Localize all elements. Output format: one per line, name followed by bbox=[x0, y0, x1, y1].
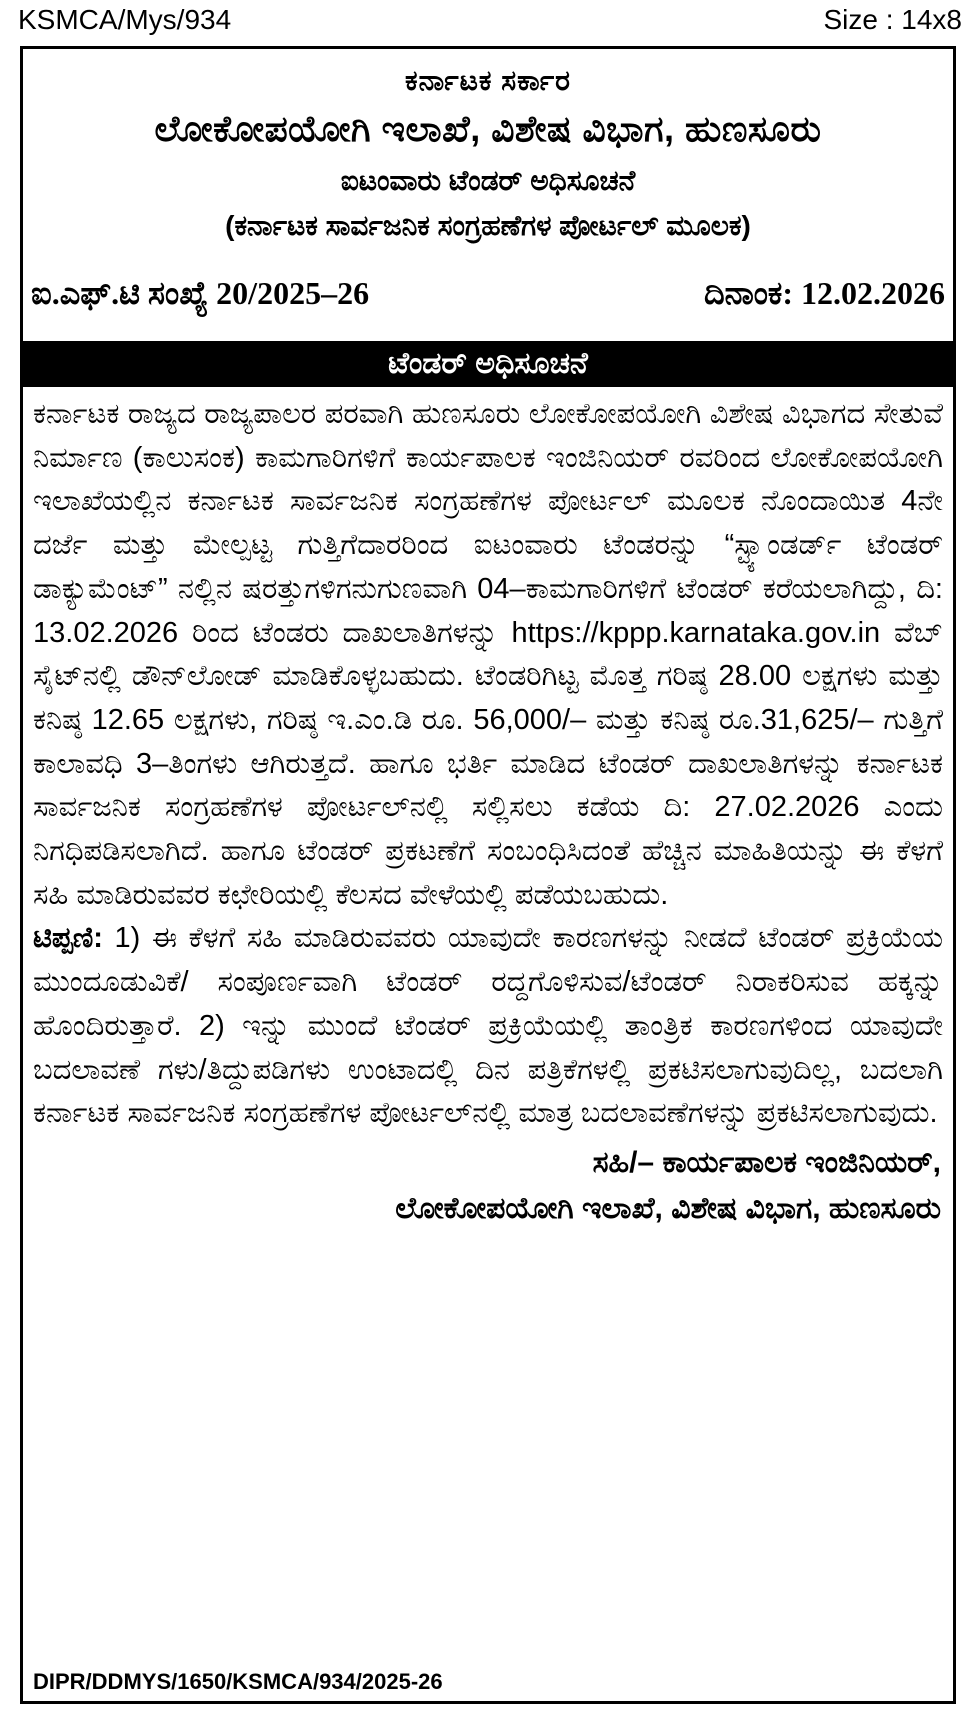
signature-block bbox=[23, 1140, 953, 1232]
signature-line-2: ಲೋಕೋಪಯೋಗಿ ಇಲಾಖೆ, ವಿಶೇಷ ವಿಭಾಗ, ಹುಣಸೂರು bbox=[395, 1191, 941, 1225]
department-title: ಲೋಕೋಪಯೋಗಿ ಇಲಾಖೆ, ವಿಶೇಷ ವಿಭಾಗ, ಹುಣಸೂರು bbox=[154, 108, 822, 149]
dipr-code: DIPR/DDMYS/1650/KSMCA/934/2025-26 bbox=[33, 1669, 443, 1694]
note-text: 1) ಈ ಕೆಳಗೆ ಸಹಿ ಮಾಡಿರುವವರು ಯಾವುದೇ ಕಾರಣಗಳನ್ನು ನೀಡದೆ ಟೆಂಡರ್ ಪ್ರಕ್ರಿಯೆಯ ಮುಂದೂಡುವಿಕೆ/ ಸಂಪೂರ್ಣವಾಗಿ ಟೆಂಡರ್ ರದ್ದಗೊಳಿಸುವ/ಟೆಂಡರ್ ನಿರಾಕರಿಸುವ ಹಕ್ಕನ್ನು ಹೊಂದಿರುತ್ತಾರೆ. 2) ಇನ್ನು ಮುಂದೆ ಟೆಂಡರ್ ಪ್ರಕ್ರಿಯೆಯಲ್ಲಿ ತಾಂತ್ರಿಕ ಕಾರಣಗಳಿಂದ ಯಾವುದೇ ಬದಲಾವಣೆ ಗಳು/ತಿದ್ದುಪಡಿಗಳು ಉಂಟಾದಲ್ಲಿ ದಿನ ಪತ್ರಿಕೆಗಳಲ್ಲಿ ಪ್ರಕಟಿಸಲಾಗುವುದಿಲ್ಲ, ಬದಲಾಗಿ ಕರ್ನಾಟಕ ಸಾರ್ವಜನಿಕ ಸಂಗ್ರಹಣೆಗಳ ಪೋರ್ಟಲ್‌ನಲ್ಲಿ ಮಾತ್ರ ಬದಲಾವಣೆಗಳನ್ನು ಪ್ರಕಟಿಸಲಾಗುವುದು. bbox=[33, 922, 944, 1130]
notice-note bbox=[33, 917, 943, 1136]
notice-type: ಐಟಂವಾರು ಟೆಂಡರ್ ಅಧಿಸೂಚನೆ bbox=[340, 165, 636, 196]
notice-paragraph: ಕರ್ನಾಟಕ ರಾಜ್ಯದ ರಾಜ್ಯಪಾಲರ ಪರವಾಗಿ ಹುಣಸೂರು ಲೋಕೋಪಯೋಗಿ ವಿಶೇಷ ವಿಭಾಗದ ಸೇತುವೆ ನಿರ್ಮಾಣ (ಕಾಲುಸಂಕ) ಕಾಮಗಾರಿಗಳಿಗೆ ಕಾರ್ಯಪಾಲಕ ಇಂಜಿನಿಯರ್ ರವರಿಂದ ಲೋಕೋಪಯೋಗಿ ಇಲಾಖೆಯಲ್ಲಿನ ಕರ್ನಾಟಕ ಸಾರ್ವಜನಿಕ ಸಂಗ್ರಹಣೆಗಳ ಪೋರ್ಟಲ್ ಮೂಲಕ ನೊಂದಾಯಿತ 4ನೇ ದರ್ಜೆ ಮತ್ತು ಮೇಲ್ಪಟ್ಟ ಗುತ್ತಿಗೆದಾರರಿಂದ ಐಟಂವಾರು ಟೆಂಡರನ್ನು “ಸ್ಟ್ಯಾಂಡರ್ಡ್ ಟೆಂಡರ್ ಡಾಕ್ಯುಮೆಂಟ್” ನಲ್ಲಿನ ಷರತ್ತುಗಳಿಗನುಗುಣವಾಗಿ 04–ಕಾಮಗಾರಿಗಳಿಗೆ ಟೆಂಡರ್ ಕರೆಯಲಾಗಿದ್ದು, ದಿ: 13.02.2026 ರಿಂದ ಟೆಂಡರು ದಾಖಲಾತಿಗಳನ್ನು https://kppp.karnataka.gov.in ವೆಬ್ ಸೈಟ್‌ನಲ್ಲಿ ಡೌನ್‌ಲೋಡ್ ಮಾಡಿಕೊಳ್ಳಬಹುದು. ಟೆಂಡರಿಗಿಟ್ಟ ಮೊತ್ತ ಗರಿಷ್ಠ 28.00 ಲಕ್ಷಗಳು ಮತ್ತು ಕನಿಷ್ಠ 12.65 ಲಕ್ಷಗಳು, ಗರಿಷ್ಠ ಇ.ಎಂ.ಡಿ ರೂ. 56,000/– ಮತ್ತು ಕನಿಷ್ಠ ರೂ.31,625/– ಗುತ್ತಿಗೆ ಕಾಲಾವಧಿ 3–ತಿಂಗಳು ಆಗಿರುತ್ತದೆ. ಹಾಗೂ ಭರ್ತಿ ಮಾಡಿದ ಟೆಂಡರ್ ದಾಖಲಾತಿಗಳನ್ನು ಕರ್ನಾಟಕ ಸಾರ್ವಜನಿಕ ಸಂಗ್ರಹಣೆಗಳ ಪೋರ್ಟಲ್‌ನಲ್ಲಿ ಸಲ್ಲಿಸಲು ಕಡೆಯ ದಿ: 27.02.2026 ಎಂದು ನಿಗಧಿಪಡಿಸಲಾಗಿದೆ. ಹಾಗೂ ಟೆಂಡರ್ ಪ್ರಕಟಣೆಗೆ ಸಂಬಂಧಿಸಿದಂತೆ ಹೆಚ್ಚಿನ ಮಾಹಿತಿಯನ್ನು ಈ ಕೆಳಗೆ ಸಹಿ ಮಾಡಿರುವವರ ಕಛೇರಿಯಲ್ಲಿ ಕೆಲಸದ ವೇಳೆಯಲ್ಲಿ ಪಡೆಯಬಹುದು. bbox=[33, 398, 943, 911]
portal-note: (ಕರ್ನಾಟಕ ಸಾರ್ವಜನಿಕ ಸಂಗ್ರಹಣೆಗಳ ಪೋರ್ಟಲ್ ಮೂಲಕ) bbox=[225, 210, 751, 241]
government-title: ಕರ್ನಾಟಕ ಸರ್ಕಾರ bbox=[405, 65, 571, 96]
ad-size: Size : 14x8 bbox=[823, 4, 962, 35]
ift-row bbox=[31, 275, 945, 313]
notice-date: ದಿನಾಂಕ: 12.02.2026 bbox=[704, 275, 945, 311]
ift-number: ಐ.ಎಫ್.ಟಿ ಸಂಖ್ಯೆ 20/2025–26 bbox=[31, 275, 370, 311]
notice-frame bbox=[20, 46, 956, 1704]
notice-body bbox=[23, 387, 953, 1136]
ad-reference: KSMCA/Mys/934 bbox=[18, 4, 232, 35]
section-title-bar: ಟೆಂಡರ್ ಅಧಿಸೂಚನೆ bbox=[23, 341, 953, 387]
notice-header bbox=[23, 49, 953, 341]
note-label: ಟಿಪ್ಪಣಿ: bbox=[33, 922, 103, 955]
top-line bbox=[18, 4, 962, 36]
signature-line-1: ಸಹಿ/– ಕಾರ್ಯಪಾಲಕ ಇಂಜಿನಿಯರ್, bbox=[592, 1145, 941, 1179]
